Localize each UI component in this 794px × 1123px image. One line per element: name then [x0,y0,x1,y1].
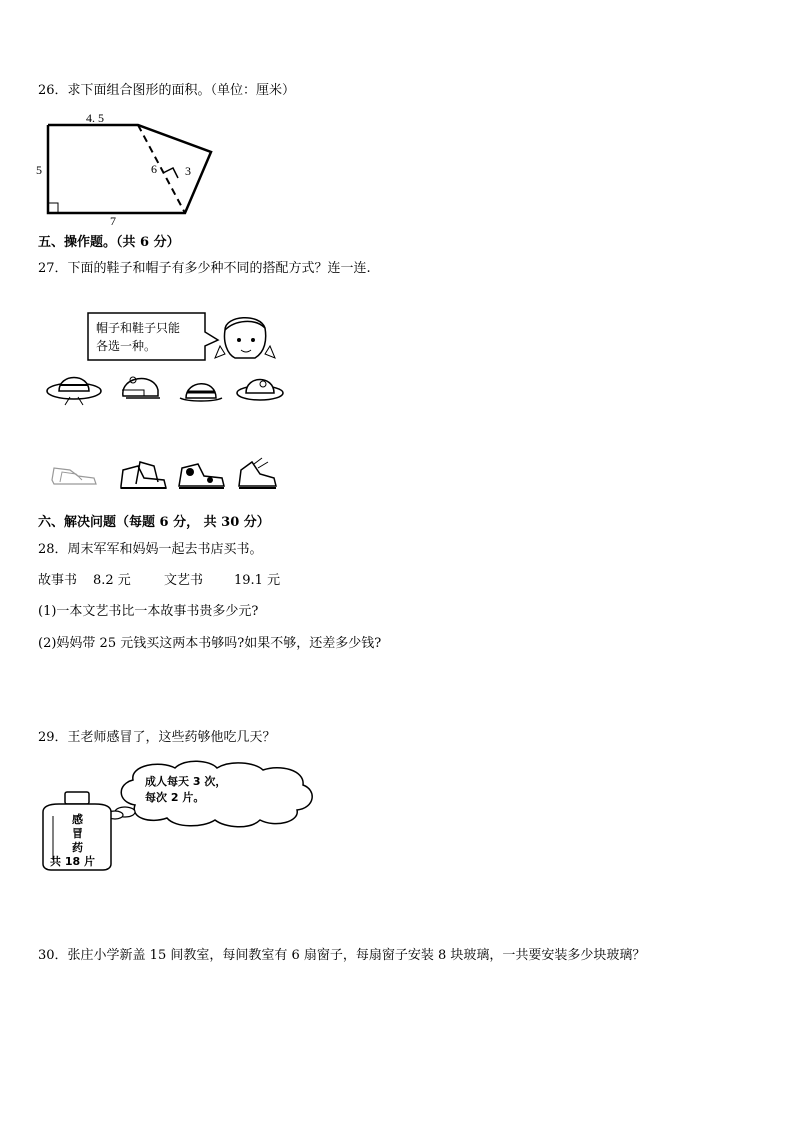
shoe-icon-2 [118,456,170,492]
shoe-icon-3 [176,456,228,492]
section-5-title: 五、操作题。（共 6 分） [38,235,180,250]
label-height: 6 [151,162,157,176]
item-1-name: 故事书 [38,573,78,588]
question-26-text: 26．求下面组合图形的面积。（单位：厘米） [38,83,296,98]
question-29-text: 29．王老师感冒了，这些药够他吃几天？ [38,730,276,745]
hat-icon-2 [118,368,164,404]
hat-icon-4 [235,369,285,405]
shoe-icon-1 [48,458,100,490]
item-1-price: 8.2 元 [93,573,131,588]
cloud-line-2: 每次 2 片。 [145,791,205,804]
item-2-name: 文艺书 [164,573,204,588]
cloud-line-1: 成人每天 3 次， [145,775,227,788]
item-2-price: 19.1 元 [234,573,281,588]
bottle-label-2: 冒 [72,827,83,840]
label-bottom: 7 [110,214,116,228]
girl-icon [215,310,275,365]
hat-icon-3 [178,372,224,404]
bottle-label-3: 药 [72,841,83,854]
question-30-text: 30．张庄小学新盖 15 间教室，每间教室有 6 扇窗子，每扇窗子安装 8 块玻璃，一共要安装多少块玻璃？ [38,948,646,963]
section-6-title: 六、解决问题（每题 6 分， 共 30 分） [38,515,270,530]
bottle-label-1: 感 [72,813,83,826]
label-top: 4. 5 [86,111,104,125]
question-28-sub-2: (2)妈妈带 25 元钱买这两本书够吗?如果不够，还差多少钱? [38,636,382,651]
label-base: 3 [185,164,191,178]
question-28-text: 28．周末军军和妈妈一起去书店买书。 [38,542,263,557]
shoe-icon-4 [236,456,280,492]
hat-icon-1 [45,367,103,407]
bubble-line-2: 各选一种。 [96,339,157,353]
question-27-text: 27．下面的鞋子和帽子有多少种不同的搭配方式？连一连. [38,261,371,276]
label-left: 5 [36,163,42,177]
composite-shape-figure [30,108,230,228]
bottle-count: 共 18 片 [50,855,95,868]
bubble-line-1: 帽子和鞋子只能 [96,321,181,335]
question-28-sub-1: (1)一本文艺书比一本故事书贵多少元? [38,604,259,619]
